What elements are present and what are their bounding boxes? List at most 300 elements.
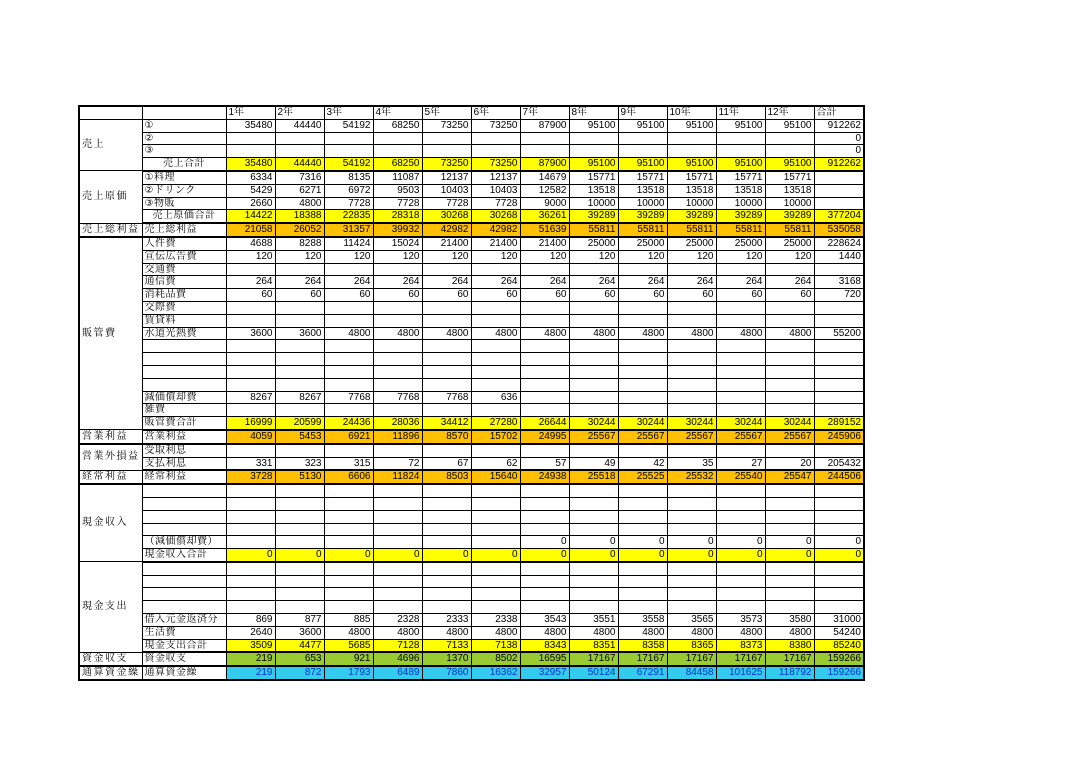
value-cell: 720: [814, 289, 864, 302]
value-cell: [765, 340, 814, 353]
value-cell: [618, 378, 667, 391]
table-row: [79, 158, 864, 171]
row-label: 交際費: [142, 301, 226, 314]
row-label: 通信費: [142, 276, 226, 289]
value-cell: [520, 510, 569, 523]
value-cell: 8502: [471, 652, 520, 666]
row-label: 通算資金繰: [142, 666, 226, 680]
value-cell: 0: [520, 536, 569, 549]
value-cell: 3168: [814, 276, 864, 289]
value-cell: [814, 404, 864, 417]
value-cell: 39289: [569, 210, 618, 223]
row-label: ①料理: [142, 171, 226, 184]
value-cell: 15640: [471, 470, 520, 484]
value-cell: [520, 145, 569, 158]
value-cell: 0: [324, 549, 373, 562]
value-cell: [618, 263, 667, 276]
value-cell: 4800: [520, 327, 569, 340]
value-cell: [324, 575, 373, 588]
value-cell: 4800: [618, 626, 667, 639]
row-label: 人件費: [142, 237, 226, 250]
value-cell: [275, 404, 324, 417]
value-cell: 3600: [226, 327, 275, 340]
value-cell: [618, 497, 667, 510]
value-cell: 39289: [618, 210, 667, 223]
value-cell: 3573: [716, 614, 765, 627]
value-cell: 84458: [667, 666, 716, 680]
value-cell: 2328: [373, 614, 422, 627]
column-header: 7年: [520, 106, 569, 119]
row-label: 消耗品費: [142, 289, 226, 302]
value-cell: 10000: [765, 197, 814, 210]
value-cell: [471, 301, 520, 314]
value-cell: [569, 404, 618, 417]
row-label: 雑費: [142, 404, 226, 417]
table-row: [79, 588, 864, 601]
value-cell: [765, 484, 814, 497]
value-cell: 6271: [275, 184, 324, 197]
value-cell: [814, 588, 864, 601]
table-header-row: [79, 106, 864, 119]
value-cell: [716, 378, 765, 391]
value-cell: [275, 365, 324, 378]
row-label: 支払利息: [142, 457, 226, 470]
value-cell: [226, 536, 275, 549]
value-cell: 24938: [520, 470, 569, 484]
value-cell: [226, 484, 275, 497]
value-cell: 289152: [814, 417, 864, 430]
value-cell: 120: [373, 250, 422, 263]
value-cell: 54192: [324, 119, 373, 132]
column-header: [79, 106, 142, 119]
value-cell: [275, 484, 324, 497]
value-cell: [814, 523, 864, 536]
value-cell: [226, 562, 275, 575]
value-cell: 5130: [275, 470, 324, 484]
value-cell: 60: [471, 289, 520, 302]
value-cell: 87900: [520, 119, 569, 132]
value-cell: [520, 484, 569, 497]
value-cell: 120: [324, 250, 373, 263]
value-cell: 1793: [324, 666, 373, 680]
value-cell: [765, 588, 814, 601]
value-cell: 3558: [618, 614, 667, 627]
value-cell: 4800: [716, 327, 765, 340]
value-cell: 95100: [667, 158, 716, 171]
value-cell: 6921: [324, 430, 373, 444]
value-cell: [373, 263, 422, 276]
value-cell: 159266: [814, 666, 864, 680]
value-cell: [471, 484, 520, 497]
value-cell: 8288: [275, 237, 324, 250]
value-cell: [765, 497, 814, 510]
value-cell: [569, 588, 618, 601]
value-cell: 264: [275, 276, 324, 289]
column-header: [142, 106, 226, 119]
table-row: [79, 276, 864, 289]
value-cell: 0: [667, 549, 716, 562]
value-cell: 0: [569, 536, 618, 549]
value-cell: 10000: [667, 197, 716, 210]
value-cell: [618, 588, 667, 601]
value-cell: 4800: [618, 327, 667, 340]
value-cell: [226, 588, 275, 601]
value-cell: 25532: [667, 470, 716, 484]
value-cell: [569, 132, 618, 145]
group-label: 通算資金繰: [79, 666, 142, 680]
table-row: [79, 666, 864, 680]
table-row: [79, 210, 864, 223]
row-label: [142, 340, 226, 353]
table-row: [79, 457, 864, 470]
group-label: 売上原価: [79, 171, 142, 223]
value-cell: 15771: [618, 171, 667, 184]
value-cell: 264: [422, 276, 471, 289]
value-cell: [275, 497, 324, 510]
value-cell: 7133: [422, 639, 471, 652]
value-cell: [814, 197, 864, 210]
value-cell: 3543: [520, 614, 569, 627]
value-cell: [765, 391, 814, 404]
value-cell: 264: [765, 276, 814, 289]
value-cell: 13518: [716, 184, 765, 197]
value-cell: [471, 575, 520, 588]
value-cell: [226, 132, 275, 145]
value-cell: [618, 132, 667, 145]
value-cell: [373, 484, 422, 497]
value-cell: [814, 497, 864, 510]
value-cell: 54192: [324, 158, 373, 171]
value-cell: [471, 314, 520, 327]
value-cell: [471, 510, 520, 523]
table-row: [79, 250, 864, 263]
value-cell: 120: [226, 250, 275, 263]
value-cell: [716, 365, 765, 378]
value-cell: [520, 444, 569, 457]
value-cell: [422, 601, 471, 614]
value-cell: 4800: [373, 327, 422, 340]
table-row: [79, 510, 864, 523]
value-cell: [716, 523, 765, 536]
value-cell: 8135: [324, 171, 373, 184]
value-cell: 8380: [765, 639, 814, 652]
value-cell: 12137: [422, 171, 471, 184]
row-label: [142, 365, 226, 378]
value-cell: 4688: [226, 237, 275, 250]
group-label: 現金収入: [79, 484, 142, 562]
value-cell: 120: [275, 250, 324, 263]
value-cell: 4800: [422, 327, 471, 340]
value-cell: 0: [765, 536, 814, 549]
value-cell: 13518: [765, 184, 814, 197]
row-label: ②ドリンク: [142, 184, 226, 197]
value-cell: 4477: [275, 639, 324, 652]
value-cell: 1370: [422, 652, 471, 666]
value-cell: 95100: [716, 119, 765, 132]
table-row: [79, 601, 864, 614]
value-cell: 35: [667, 457, 716, 470]
value-cell: 25547: [765, 470, 814, 484]
value-cell: 3580: [765, 614, 814, 627]
value-cell: 15771: [667, 171, 716, 184]
value-cell: 10000: [618, 197, 667, 210]
value-cell: [814, 510, 864, 523]
value-cell: [520, 497, 569, 510]
row-label: ②: [142, 132, 226, 145]
column-header: 1年: [226, 106, 275, 119]
value-cell: [618, 510, 667, 523]
value-cell: [667, 484, 716, 497]
value-cell: 17167: [569, 652, 618, 666]
column-header: 11年: [716, 106, 765, 119]
value-cell: 28036: [373, 417, 422, 430]
value-cell: 95100: [618, 158, 667, 171]
value-cell: 8351: [569, 639, 618, 652]
value-cell: [765, 601, 814, 614]
value-cell: [520, 314, 569, 327]
row-label: （減価償却費）: [142, 536, 226, 549]
value-cell: 7128: [373, 639, 422, 652]
value-cell: 95100: [716, 158, 765, 171]
column-header: 10年: [667, 106, 716, 119]
value-cell: [520, 132, 569, 145]
value-cell: 7728: [324, 197, 373, 210]
table-row: [79, 171, 864, 184]
value-cell: 12582: [520, 184, 569, 197]
value-cell: 16999: [226, 417, 275, 430]
value-cell: 9503: [373, 184, 422, 197]
value-cell: 264: [618, 276, 667, 289]
financial-plan-table: [78, 105, 865, 681]
value-cell: 17167: [667, 652, 716, 666]
value-cell: 4800: [520, 626, 569, 639]
value-cell: 15024: [373, 237, 422, 250]
value-cell: 0: [422, 549, 471, 562]
value-cell: 30244: [716, 417, 765, 430]
value-cell: 17167: [765, 652, 814, 666]
value-cell: [422, 562, 471, 575]
value-cell: [569, 353, 618, 366]
value-cell: [422, 263, 471, 276]
value-cell: [716, 404, 765, 417]
value-cell: 3600: [275, 327, 324, 340]
value-cell: 228624: [814, 237, 864, 250]
value-cell: 25000: [618, 237, 667, 250]
value-cell: [422, 523, 471, 536]
value-cell: [275, 510, 324, 523]
value-cell: 60: [520, 289, 569, 302]
value-cell: [324, 523, 373, 536]
table-row: [79, 417, 864, 430]
table-row: [79, 301, 864, 314]
value-cell: [667, 314, 716, 327]
value-cell: 30268: [422, 210, 471, 223]
value-cell: 7768: [324, 391, 373, 404]
value-cell: 55811: [765, 223, 814, 237]
group-label: 販管費: [79, 237, 142, 430]
value-cell: [275, 263, 324, 276]
value-cell: [275, 536, 324, 549]
value-cell: [275, 444, 324, 457]
value-cell: [569, 340, 618, 353]
value-cell: [667, 404, 716, 417]
value-cell: 2660: [226, 197, 275, 210]
value-cell: 11896: [373, 430, 422, 444]
value-cell: 120: [520, 250, 569, 263]
value-cell: [520, 562, 569, 575]
value-cell: 4059: [226, 430, 275, 444]
value-cell: 118792: [765, 666, 814, 680]
value-cell: [520, 340, 569, 353]
value-cell: [373, 523, 422, 536]
value-cell: 10000: [569, 197, 618, 210]
value-cell: [324, 353, 373, 366]
row-label: 資金収支: [142, 652, 226, 666]
row-label: [142, 353, 226, 366]
value-cell: [471, 132, 520, 145]
value-cell: [814, 184, 864, 197]
value-cell: 4800: [471, 626, 520, 639]
value-cell: [520, 263, 569, 276]
column-header: 5年: [422, 106, 471, 119]
value-cell: [422, 365, 471, 378]
value-cell: 0: [765, 549, 814, 562]
value-cell: 30244: [765, 417, 814, 430]
value-cell: 25000: [716, 237, 765, 250]
value-cell: 13518: [569, 184, 618, 197]
value-cell: [667, 444, 716, 457]
value-cell: [765, 523, 814, 536]
value-cell: [373, 301, 422, 314]
value-cell: 60: [373, 289, 422, 302]
value-cell: [471, 145, 520, 158]
value-cell: [275, 575, 324, 588]
value-cell: 7860: [422, 666, 471, 680]
table-row: [79, 430, 864, 444]
value-cell: [569, 562, 618, 575]
table-row: [79, 263, 864, 276]
value-cell: [373, 601, 422, 614]
value-cell: 4800: [324, 626, 373, 639]
value-cell: 22835: [324, 210, 373, 223]
value-cell: [471, 263, 520, 276]
value-cell: 7728: [471, 197, 520, 210]
value-cell: [569, 301, 618, 314]
value-cell: [275, 523, 324, 536]
value-cell: 95100: [667, 119, 716, 132]
value-cell: 912262: [814, 158, 864, 171]
value-cell: [226, 378, 275, 391]
row-label: 売上総利益: [142, 223, 226, 237]
value-cell: [471, 497, 520, 510]
row-label: 水道光熱費: [142, 327, 226, 340]
value-cell: [618, 314, 667, 327]
value-cell: 21400: [422, 237, 471, 250]
value-cell: [324, 484, 373, 497]
value-cell: 264: [471, 276, 520, 289]
value-cell: 5685: [324, 639, 373, 652]
value-cell: [667, 301, 716, 314]
row-label: [142, 588, 226, 601]
table-row: [79, 639, 864, 652]
value-cell: [324, 588, 373, 601]
value-cell: 30244: [569, 417, 618, 430]
table-row: [79, 484, 864, 497]
value-cell: [618, 391, 667, 404]
value-cell: 57: [520, 457, 569, 470]
value-cell: [471, 365, 520, 378]
value-cell: 0: [226, 549, 275, 562]
value-cell: [667, 575, 716, 588]
value-cell: 30244: [667, 417, 716, 430]
value-cell: 120: [422, 250, 471, 263]
value-cell: [716, 353, 765, 366]
row-label: 営業利益: [142, 430, 226, 444]
value-cell: 4800: [471, 327, 520, 340]
value-cell: 10403: [422, 184, 471, 197]
value-cell: [618, 404, 667, 417]
value-cell: [814, 340, 864, 353]
value-cell: 11424: [324, 237, 373, 250]
value-cell: 67: [422, 457, 471, 470]
value-cell: 8267: [275, 391, 324, 404]
value-cell: 28318: [373, 210, 422, 223]
value-cell: [275, 562, 324, 575]
value-cell: [422, 314, 471, 327]
value-cell: 0: [667, 536, 716, 549]
value-cell: [618, 340, 667, 353]
value-cell: 3565: [667, 614, 716, 627]
value-cell: [569, 314, 618, 327]
value-cell: [569, 575, 618, 588]
value-cell: 39289: [667, 210, 716, 223]
value-cell: [520, 588, 569, 601]
value-cell: [373, 536, 422, 549]
value-cell: 73250: [422, 158, 471, 171]
value-cell: [814, 444, 864, 457]
value-cell: 869: [226, 614, 275, 627]
value-cell: 7728: [373, 197, 422, 210]
value-cell: [520, 601, 569, 614]
value-cell: 30244: [618, 417, 667, 430]
value-cell: 8373: [716, 639, 765, 652]
table-row: [79, 391, 864, 404]
column-header: 2年: [275, 106, 324, 119]
value-cell: 323: [275, 457, 324, 470]
value-cell: 20599: [275, 417, 324, 430]
value-cell: 245906: [814, 430, 864, 444]
value-cell: [814, 484, 864, 497]
table-row: [79, 652, 864, 666]
value-cell: 42982: [471, 223, 520, 237]
value-cell: [716, 340, 765, 353]
value-cell: [226, 340, 275, 353]
value-cell: 55811: [716, 223, 765, 237]
value-cell: 4800: [667, 626, 716, 639]
value-cell: 39289: [716, 210, 765, 223]
value-cell: 10000: [716, 197, 765, 210]
value-cell: [324, 145, 373, 158]
value-cell: 87900: [520, 158, 569, 171]
table-row: [79, 549, 864, 562]
value-cell: 15771: [569, 171, 618, 184]
group-label: 現金支出: [79, 562, 142, 653]
value-cell: [618, 562, 667, 575]
group-label: 営業外損益: [79, 444, 142, 471]
value-cell: 877: [275, 614, 324, 627]
group-label: 売上: [79, 119, 142, 171]
value-cell: 377204: [814, 210, 864, 223]
